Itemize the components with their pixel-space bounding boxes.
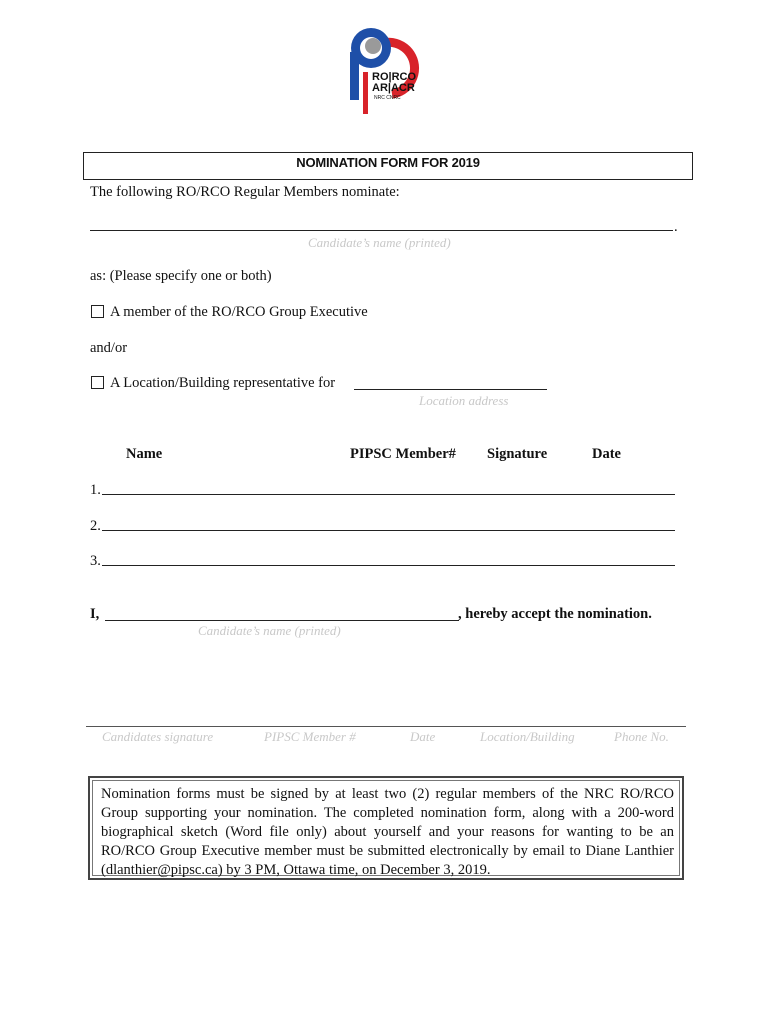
header-signature: Signature (487, 446, 548, 462)
row-number: 3. (90, 553, 101, 569)
row-number: 2. (90, 518, 101, 534)
acceptance-suffix: , hereby accept the nomination. (458, 606, 652, 622)
nominator-line-3[interactable] (102, 565, 675, 566)
location-rep-option-label: A Location/Building representative for (110, 375, 336, 391)
form-title-box (83, 152, 693, 180)
signature-line[interactable] (86, 726, 686, 727)
acceptance-prefix: I, (90, 606, 100, 622)
submission-notice-box (88, 776, 684, 880)
intro-text: The following RO/RCO Regular Members nominate: (90, 184, 400, 200)
logo-text-line1: RO|RCO (372, 71, 417, 83)
candidate-name-field[interactable] (90, 230, 673, 231)
header-member-number: PIPSC Member# (350, 446, 456, 462)
location-address-field[interactable] (354, 389, 547, 390)
and-or-text: and/or (90, 340, 128, 356)
executive-option-label: A member of the RO/RCO Group Executive (110, 304, 368, 320)
as-label: as: (Please specify one or both) (90, 268, 272, 284)
header-name: Name (126, 446, 163, 462)
nominator-line-1[interactable] (102, 494, 675, 495)
header-date: Date (592, 446, 621, 462)
acceptance-name-caption: Candidate’s name (printed) (198, 623, 341, 638)
logo-text-line3: NRC CNRC (374, 95, 401, 101)
form-title: NOMINATION FORM FOR 2019 (296, 155, 480, 170)
candidate-name-caption: Candidate’s name (printed) (308, 235, 451, 250)
executive-checkbox[interactable] (91, 305, 104, 318)
logo-text-line2: AR|ACR (372, 82, 415, 94)
caption-location-building: Location/Building (480, 729, 575, 744)
ro-rco-logo (340, 22, 440, 122)
acceptance-name-field[interactable] (105, 620, 459, 621)
caption-member-number: PIPSC Member # (264, 729, 356, 744)
location-rep-checkbox[interactable] (91, 376, 104, 389)
submission-notice-text: Nomination forms must be signed by at least two (2) regular members of the NRC RO/RCO Group supporting your nomination. The completed nomination form, along with a 200-word biographical sketch (Word file only) about yourself and your reasons for wanting to be an RO/RCO Group Executive member must be submitted electronically by email to Diane Lanthier (dlanthier@pipsc.ca) by 3 PM, Ottawa time, on December 3, 2019. (101, 786, 674, 878)
nominator-line-2[interactable] (102, 530, 675, 531)
candidate-line-period: . (674, 219, 678, 235)
caption-date: Date (410, 729, 436, 744)
caption-candidate-signature: Candidates signature (102, 729, 214, 744)
caption-phone-number: Phone No. (614, 729, 669, 744)
row-number: 1. (90, 482, 101, 498)
location-address-caption: Location address (419, 393, 509, 408)
